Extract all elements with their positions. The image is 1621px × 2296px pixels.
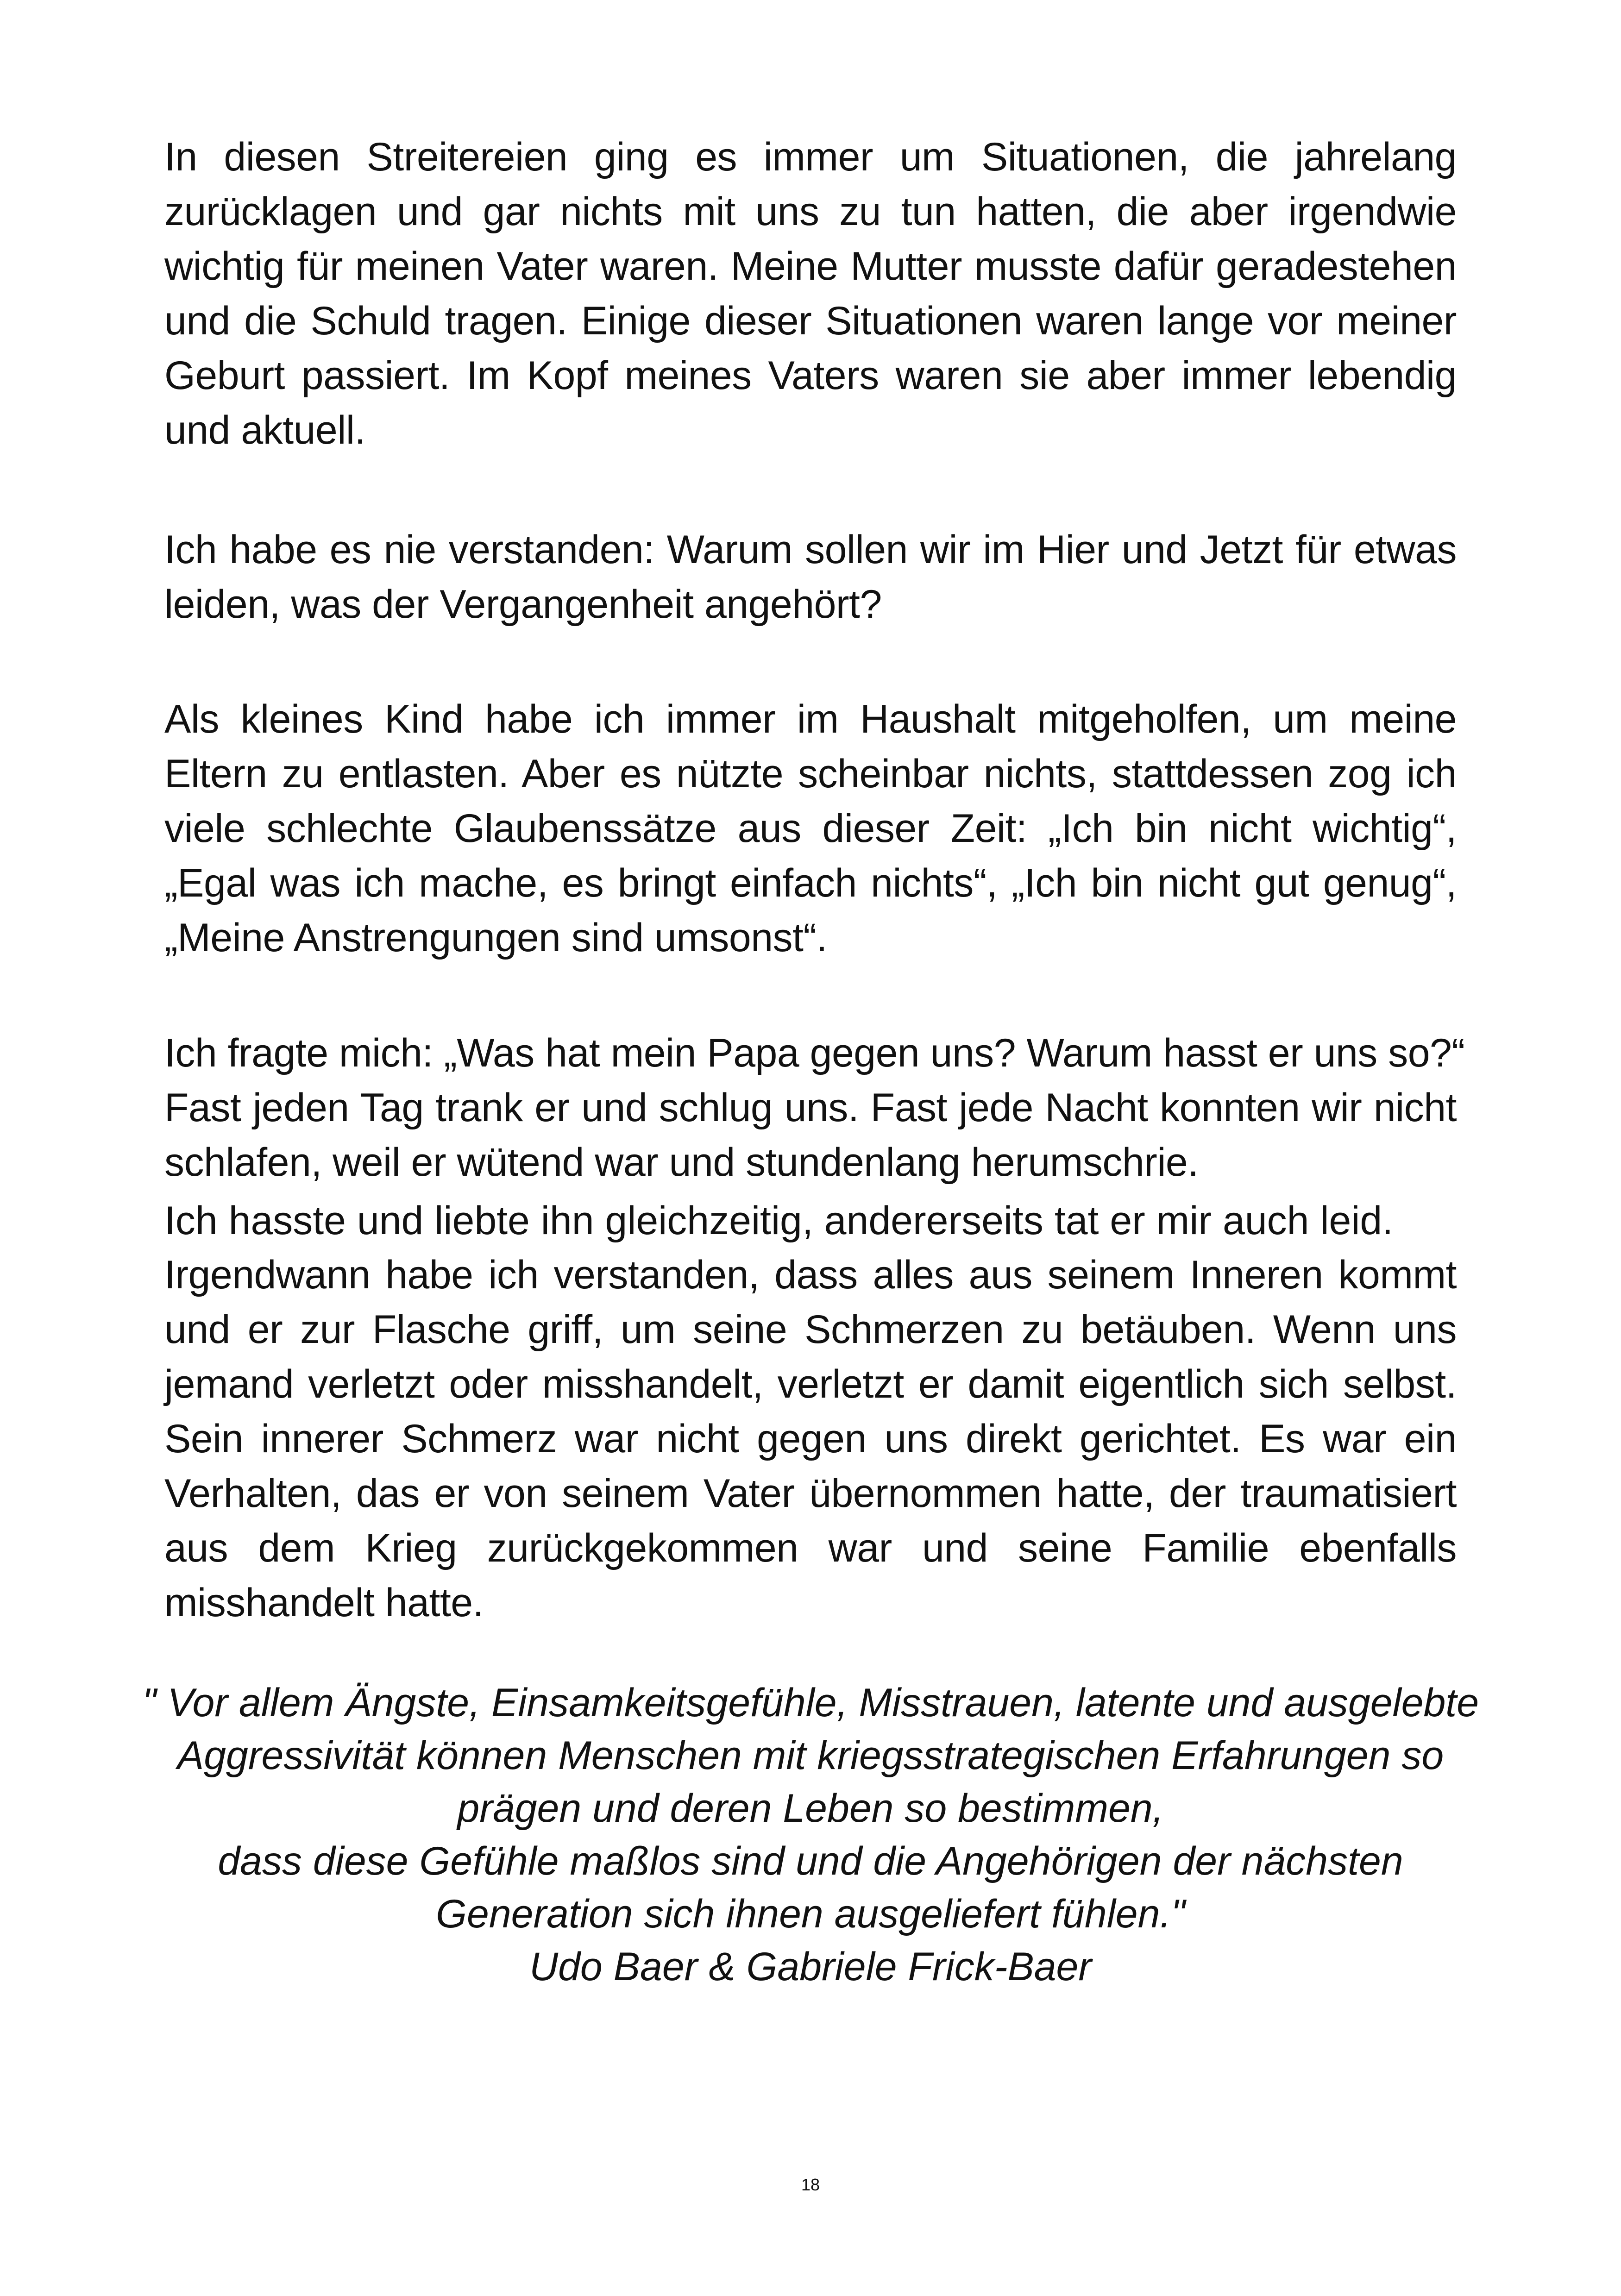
quote-line: " Vor allem Ängste, Einsamkeitsgefühle, Misstrauen, latente und ausgelebte — [142, 1681, 1479, 1725]
paragraph-hasste-liebte: Ich hasste und liebte ihn gleichzeitig, andererseits tat er mir auch leid. — [164, 1198, 1394, 1243]
paragraph-kleines-kind: Als kleines Kind habe ich immer im Haushalt mitgeholfen, um meine Eltern zu entlasten. Aber es nützte scheinbar nichts, stattdessen zog ich viele schlechte Glaubenssätze aus dieser Zeit: „Ich bin nicht wichtig“, „Egal was ich mache, es bringt einfach nichts“, „Ich bin nicht gut genug“, „Meine Anstrengungen sind umsonst“. — [164, 697, 1457, 960]
paragraph-nie-verstanden: Ich habe es nie verstanden: Warum sollen wir im Hier und Jetzt für etwas leiden, was der Vergangenheit angehört? — [164, 527, 1457, 627]
paragraph-irgendwann: Irgendwann habe ich verstanden, dass alles aus seinem Inneren kommt und er zur Flasche griff, um seine Schmerzen zu betäuben. Wenn uns jemand verletzt oder misshandelt, verletzt er damit eigentlich sich selbst. Sein innerer Schmerz war nicht gegen uns direkt gerichtet. Es war ein Verhalten, das er von seinem Vater übernommen hatte, der traumatisiert aus dem Krieg zurückgekommen war und seine Familie ebenfalls misshandelt hatte. — [164, 1253, 1457, 1625]
paragraph-fragte-mich — [164, 1026, 1465, 1190]
paragraph-streitereien: In diesen Streitereien ging es immer um Situationen, die jahrelang zurücklagen und gar nichts mit uns zu tun hatten, die aber irgendwie wichtig für meinen Vater waren. Meine Mutter musste dafür geradestehen und die Schuld tragen. Einige dieser Situationen waren lange vor meiner Geburt passiert. Im Kopf meines Vaters waren sie aber immer lebendig und aktuell. — [164, 135, 1457, 452]
quote-line: dass diese Gefühle maßlos sind und die Angehörigen der nächsten — [218, 1839, 1403, 1883]
quote-line: Generation sich ihnen ausgeliefert fühlen." — [436, 1892, 1185, 1936]
quote-block — [139, 1676, 1482, 1993]
paragraph-fragte-mich-first-line: Ich fragte mich: „Was hat mein Papa gegen uns? Warum hasst er uns so?“ — [164, 1031, 1465, 1075]
quote-author: Udo Baer & Gabriele Frick-Baer — [529, 1945, 1092, 1989]
quote-line: prägen und deren Leben so bestimmen, — [457, 1786, 1164, 1831]
quote-line: Aggressivität können Menschen mit kriegsstrategischen Erfahrungen so — [177, 1733, 1444, 1778]
page-number: 18 — [801, 2175, 820, 2194]
paragraph-fragte-mich-rest: Fast jeden Tag trank er und schlug uns. Fast jede Nacht konnten wir nicht schlafen, weil er wütend war und stundenlang herumschrie. — [164, 1085, 1457, 1185]
